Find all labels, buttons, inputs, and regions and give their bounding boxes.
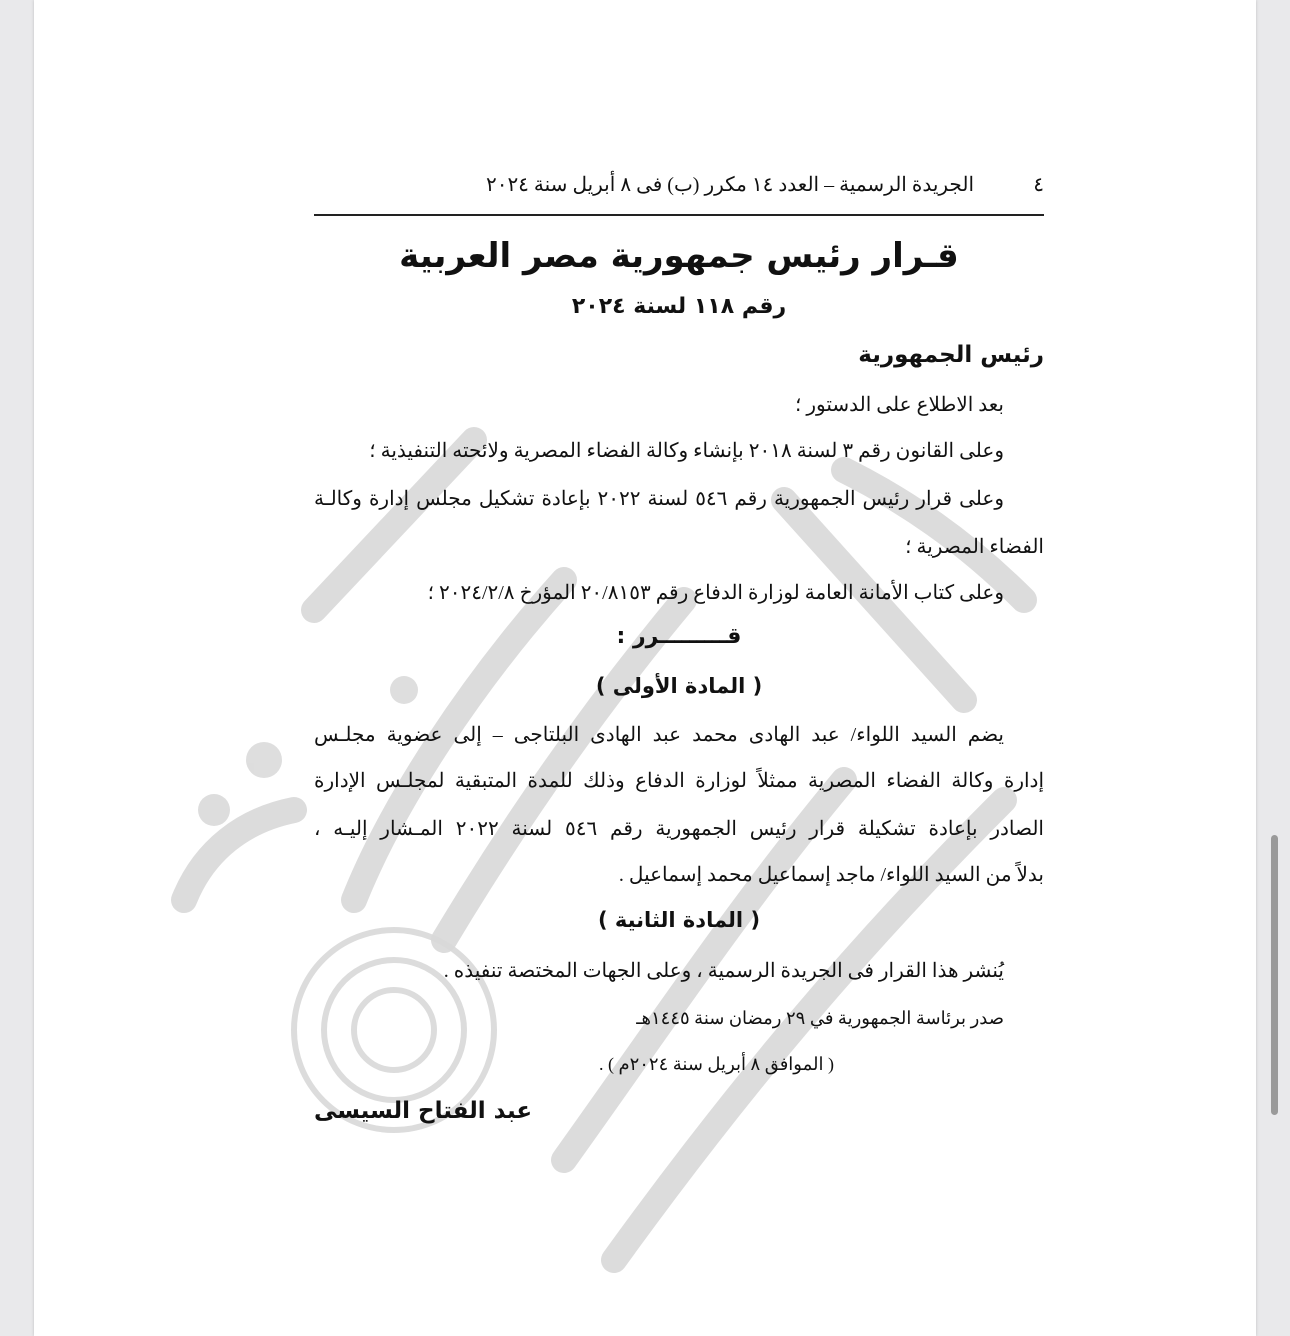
header-divider — [314, 214, 1044, 216]
issue-date-gregorian: ( الموافق ٨ أبريل سنة ٢٠٢٤م ) . — [598, 1054, 834, 1074]
article-2-heading: ( المادة الثانية ) — [597, 908, 761, 932]
gazette-header — [314, 172, 1044, 204]
gazette-issue-line: الجريدة الرسمية – العدد ١٤ مكرر (ب) فى ٨ أبريل سنة ٢٠٢٤ — [485, 174, 974, 196]
preamble-line: الفضاء المصرية ؛ — [905, 536, 1044, 558]
decree-number: رقم ١١٨ لسنة ٢٠٢٤ — [571, 294, 787, 319]
preamble-line: بعد الاطلاع على الدستور ؛ — [795, 394, 1004, 416]
article-1-heading: ( المادة الأولى ) — [595, 674, 763, 698]
issuer-heading: رئيس الجمهورية — [858, 342, 1044, 368]
preamble-line: وعلى القانون رقم ٣ لسنة ٢٠١٨ بإنشاء وكالة الفضاء المصرية ولائحته التنفيذية ؛ — [369, 440, 1004, 462]
page-number: ٤ — [1033, 174, 1044, 196]
article-1-line: يضم السيد اللواء/ عبد الهادى محمد عبد الهادى البلتاجى – إلى عضوية مجلـس — [314, 724, 1004, 746]
preamble-line: وعلى قرار رئيس الجمهورية رقم ٥٤٦ لسنة ٢٠٢٢ بإعادة تشكيل مجلس إدارة وكالـة — [314, 488, 1004, 510]
decree-title: قـرار رئيس جمهورية مصر العربية — [399, 236, 959, 276]
scrollbar-thumb[interactable] — [1271, 835, 1278, 1115]
decided-heading: قـــــــــرر : — [616, 624, 742, 649]
article-1-line: بدلاً من السيد اللواء/ ماجد إسماعيل محمد إسماعيل . — [618, 864, 1044, 886]
document-content — [314, 0, 1044, 1336]
signature: عبد الفتاح السيسى — [314, 1098, 533, 1124]
article-2-text: يُنشر هذا القرار فى الجريدة الرسمية ، وعلى الجهات المختصة تنفيذه . — [443, 960, 1004, 982]
document-page — [34, 0, 1256, 1336]
preamble-line: وعلى كتاب الأمانة العامة لوزارة الدفاع رقم ٢٠/٨١٥٣ المؤرخ ٢٠٢٤/٢/٨ ؛ — [427, 582, 1004, 604]
article-1-line: إدارة وكالة الفضاء المصرية ممثلاً لوزارة الدفاع وذلك للمدة المتبقية لمجلـس الإدارة — [314, 770, 1044, 792]
article-1-line: الصادر بإعادة تشكيلة قرار رئيس الجمهورية رقم ٥٤٦ لسنة ٢٠٢٢ المـشار إليـه ، — [314, 818, 1044, 840]
issue-date-hijri: صدر برئاسة الجمهورية في ٢٩ رمضان سنة ١٤٤٥هـ — [636, 1008, 1004, 1028]
